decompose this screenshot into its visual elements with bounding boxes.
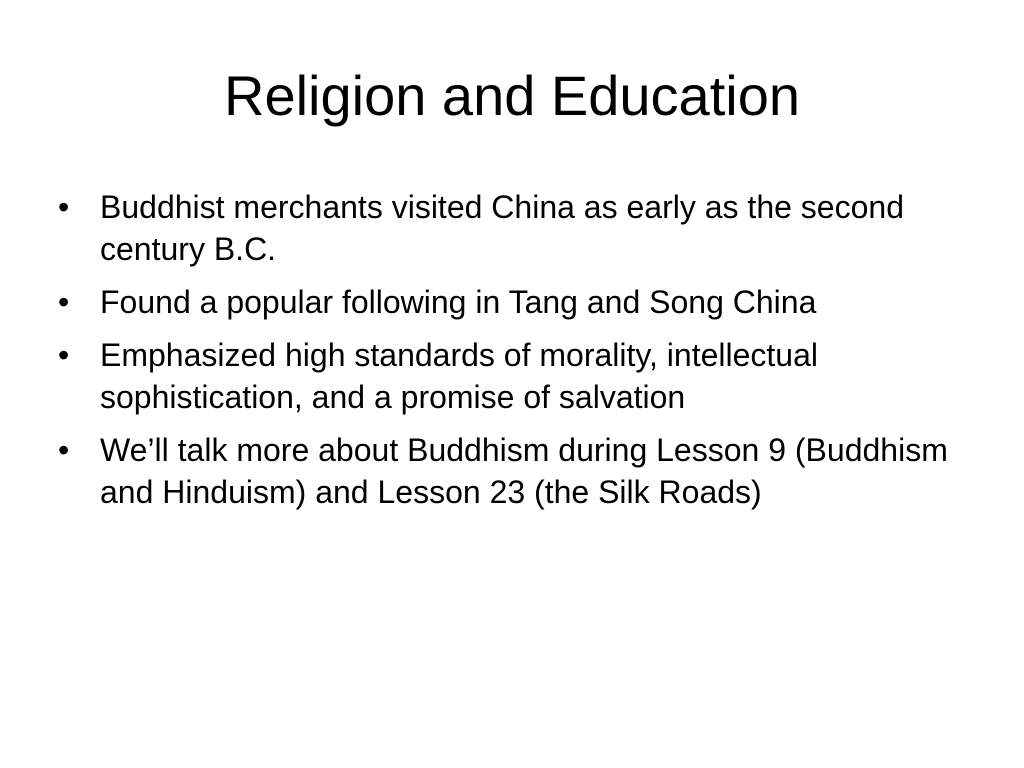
bullet-text: We’ll talk more about Buddhism during Lesson 9 (Buddhism and Hinduism) and Lesson 23 (the Silk Roads) xyxy=(100,432,948,510)
bullet-icon: • xyxy=(58,189,70,225)
bullet-item xyxy=(56,186,976,270)
bullet-text: Emphasized high standards of morality, intellectual sophistication, and a promise of salvation xyxy=(100,337,818,415)
bullet-item xyxy=(56,281,976,323)
bullet-icon: • xyxy=(58,337,70,373)
bullet-text: Found a popular following in Tang and Song China xyxy=(100,284,817,320)
bullet-icon: • xyxy=(58,284,70,320)
bullet-list xyxy=(56,186,976,524)
bullet-item xyxy=(56,429,976,513)
bullet-text: Buddhist merchants visited China as early as the second century B.C. xyxy=(100,189,904,267)
bullet-icon: • xyxy=(58,432,70,468)
slide-title: Religion and Education xyxy=(224,64,800,127)
bullet-item xyxy=(56,334,976,418)
